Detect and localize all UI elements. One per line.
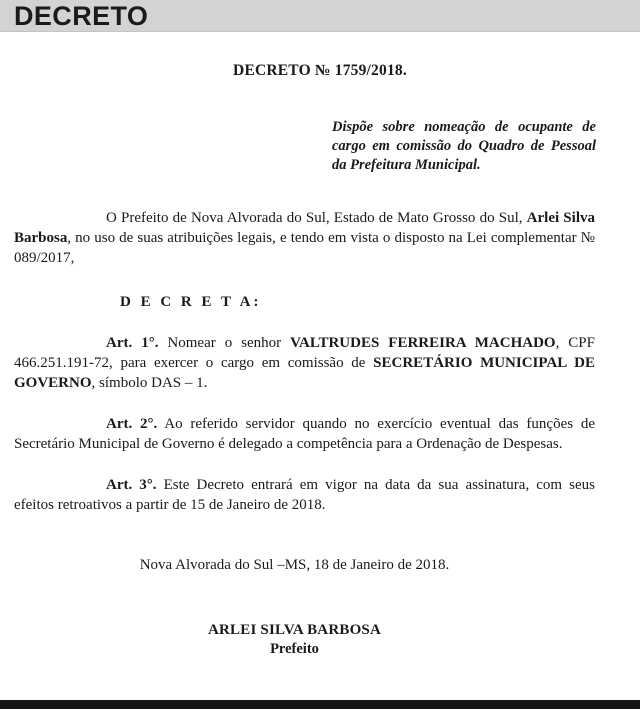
document-page xyxy=(0,32,640,726)
article-emphasis: VALTRUDES FERREIRA MACHADO xyxy=(290,335,556,351)
article-label: Art. 1°. xyxy=(106,335,159,351)
decree-date-line: Nova Alvorada do Sul –MS, 18 de Janeiro de 2018. xyxy=(139,557,450,573)
article-text: , CPF 466.251.191-72, para exercer o cargo em comissão de xyxy=(14,335,595,371)
signature-role: Prefeito xyxy=(270,641,319,657)
articles-container xyxy=(14,333,595,515)
article-emphasis: SECRETÁRIO MUNICIPAL DE GOVERNO xyxy=(14,355,595,391)
decreta-label: D E C R E T A: xyxy=(120,294,262,310)
signature-name: ARLEI SILVA BARBOSA xyxy=(207,622,382,638)
preamble-text-after: , no uso de suas atribuições legais, e tendo em vista o disposto na Lei complementar № 089/2017, xyxy=(14,230,595,266)
article-text: Nomear o senhor xyxy=(158,335,291,351)
bottom-rule-divider xyxy=(0,700,640,709)
article-text: Este Decreto entrará em vigor na data da sua assinatura, com seus efeitos retroativos a partir de 15 de Janeiro de 2018. xyxy=(14,477,596,513)
article-text: , símbolo DAS – 1. xyxy=(91,375,208,391)
decree-ementa: Dispõe sobre nomeação de ocupante de cargo em comissão do Quadro de Pessoal da Prefeitura Municipal. xyxy=(332,119,596,173)
article-label: Art. 3°. xyxy=(106,477,157,493)
article-label: Art. 2°. xyxy=(106,416,158,432)
decree-article xyxy=(14,414,595,454)
article-text: Ao referido servidor quando no exercício eventual das funções de Secretário Municipal de Governo é delegado a competência para a Ordenação de Despesas. xyxy=(14,416,596,452)
signature-block xyxy=(14,621,595,659)
decree-preamble xyxy=(14,208,595,268)
preamble-mayor-name: Arlei Silva Barbosa xyxy=(14,210,595,246)
decree-article xyxy=(14,475,595,515)
decreto-header-band xyxy=(0,0,640,32)
decree-article xyxy=(14,333,595,393)
decree-number-title: DECRETO № 1759/2018. xyxy=(233,62,407,79)
decree-body xyxy=(0,208,640,659)
header-band-title: DECRETO xyxy=(14,1,149,31)
preamble-text-before: O Prefeito de Nova Alvorada do Sul, Estado de Mato Grosso do Sul, xyxy=(106,210,527,226)
